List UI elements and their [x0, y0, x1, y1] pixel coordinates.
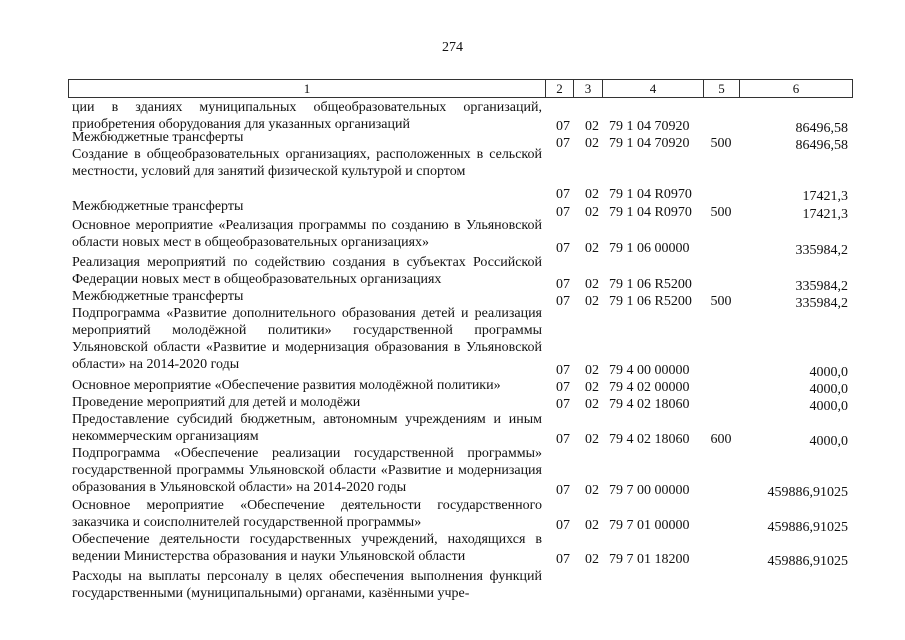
row-subsection: 02	[585, 136, 599, 151]
row-section: 07	[556, 294, 570, 309]
row-target-code: 79 1 06 R5200	[609, 277, 692, 292]
page-number: 274	[442, 40, 463, 55]
row-description: Создание в общеобразовательных организациях, расположенных в сельской местности, условий для занятий физической культурой и спортом	[72, 147, 542, 179]
row-description: ции в зданиях муниципальных общеобразовательных организаций, приобретения оборудования для указанных организаций	[72, 100, 542, 132]
row-section: 07	[556, 241, 570, 256]
row-section: 07	[556, 483, 570, 498]
row-target-code: 79 4 02 18060	[609, 432, 690, 447]
row-section: 07	[556, 187, 570, 202]
row-subsection: 02	[585, 294, 599, 309]
row-description: Основное мероприятие «Реализация программы по созданию в Ульяновской области новых мест в общеобразовательных организациях»	[72, 218, 542, 250]
row-expense-type: 500	[710, 294, 732, 309]
row-subsection: 02	[585, 241, 599, 256]
row-expense-type: 500	[710, 205, 732, 220]
row-subsection: 02	[585, 187, 599, 202]
row-target-code: 79 1 06 R5200	[609, 294, 692, 309]
row-subsection: 02	[585, 483, 599, 498]
row-amount: 86496,58	[795, 138, 848, 153]
row-description: Основное мероприятие «Обеспечение деятельности государственного заказчика и соисполнителей государственной программы»	[72, 498, 542, 530]
row-target-code: 79 4 00 00000	[609, 363, 690, 378]
header-col-1: 1	[68, 79, 546, 98]
row-expense-type: 500	[710, 136, 732, 151]
row-description: Проведение мероприятий для детей и молодёжи	[72, 395, 361, 410]
row-subsection: 02	[585, 432, 599, 447]
row-target-code: 79 1 04 70920	[609, 136, 690, 151]
row-amount: 335984,2	[795, 243, 848, 258]
row-subsection: 02	[585, 363, 599, 378]
row-section: 07	[556, 119, 570, 134]
row-amount: 86496,58	[795, 121, 848, 136]
row-expense-type: 600	[710, 432, 732, 447]
row-section: 07	[556, 397, 570, 412]
header-col-4: 4	[602, 79, 704, 98]
row-section: 07	[556, 205, 570, 220]
row-section: 07	[556, 277, 570, 292]
row-subsection: 02	[585, 397, 599, 412]
row-description: Подпрограмма «Развитие дополнительного образования детей и реализация мероприятий молодёжной политики» государственной программы Ульяновской области «Развитие и модернизация образования в Ульяновской области» на 2014-2020 годы	[72, 306, 542, 372]
row-target-code: 79 1 04 R0970	[609, 187, 692, 202]
row-target-code: 79 4 02 00000	[609, 380, 690, 395]
row-section: 07	[556, 518, 570, 533]
row-target-code: 79 7 01 00000	[609, 518, 690, 533]
row-description: Межбюджетные трансферты	[72, 199, 244, 214]
row-section: 07	[556, 432, 570, 447]
row-description: Предоставление субсидий бюджетным, автономным учреждениям и иным некоммерческим организациям	[72, 412, 542, 444]
row-subsection: 02	[585, 380, 599, 395]
row-target-code: 79 4 02 18060	[609, 397, 690, 412]
row-section: 07	[556, 380, 570, 395]
row-section: 07	[556, 363, 570, 378]
row-amount: 4000,0	[809, 434, 848, 449]
row-target-code: 79 1 04 70920	[609, 119, 690, 134]
row-description: Подпрограмма «Обеспечение реализации государственной программы» государственной программы Ульяновской области «Развитие и модернизация образования в Ульяновской области» на 2014-2020 годы	[72, 446, 542, 495]
row-description: Реализация мероприятий по содействию создания в субъектах Российской Федерации новых мест в общеобразовательных организациях	[72, 255, 542, 287]
row-amount: 4000,0	[809, 382, 848, 397]
row-description: Межбюджетные трансферты	[72, 289, 244, 304]
row-amount: 17421,3	[802, 207, 848, 222]
row-amount: 4000,0	[809, 365, 848, 380]
row-amount: 459886,91025	[767, 520, 848, 535]
header-col-5: 5	[703, 79, 740, 98]
header-col-3: 3	[573, 79, 603, 98]
row-description: Межбюджетные трансферты	[72, 130, 244, 145]
row-subsection: 02	[585, 205, 599, 220]
row-target-code: 79 7 00 00000	[609, 483, 690, 498]
row-amount: 459886,91025	[767, 554, 848, 569]
row-section: 07	[556, 136, 570, 151]
row-description: Обеспечение деятельности государственных учреждений, находящихся в ведении Министерства образования и науки Ульяновской области	[72, 532, 542, 564]
row-amount: 17421,3	[802, 189, 848, 204]
row-amount: 335984,2	[795, 296, 848, 311]
row-amount: 459886,91025	[767, 485, 848, 500]
row-description: Расходы на выплаты персоналу в целях обеспечения выполнения функций государственными (муниципальными) органами, казёнными учре-	[72, 569, 542, 601]
row-target-code: 79 1 04 R0970	[609, 205, 692, 220]
row-amount: 335984,2	[795, 279, 848, 294]
row-section: 07	[556, 552, 570, 567]
header-col-2: 2	[545, 79, 574, 98]
row-subsection: 02	[585, 277, 599, 292]
row-subsection: 02	[585, 552, 599, 567]
row-amount: 4000,0	[809, 399, 848, 414]
row-target-code: 79 1 06 00000	[609, 241, 690, 256]
row-subsection: 02	[585, 518, 599, 533]
row-subsection: 02	[585, 119, 599, 134]
header-col-6: 6	[739, 79, 853, 98]
row-target-code: 79 7 01 18200	[609, 552, 690, 567]
row-description: Основное мероприятие «Обеспечение развития молодёжной политики»	[72, 378, 501, 393]
